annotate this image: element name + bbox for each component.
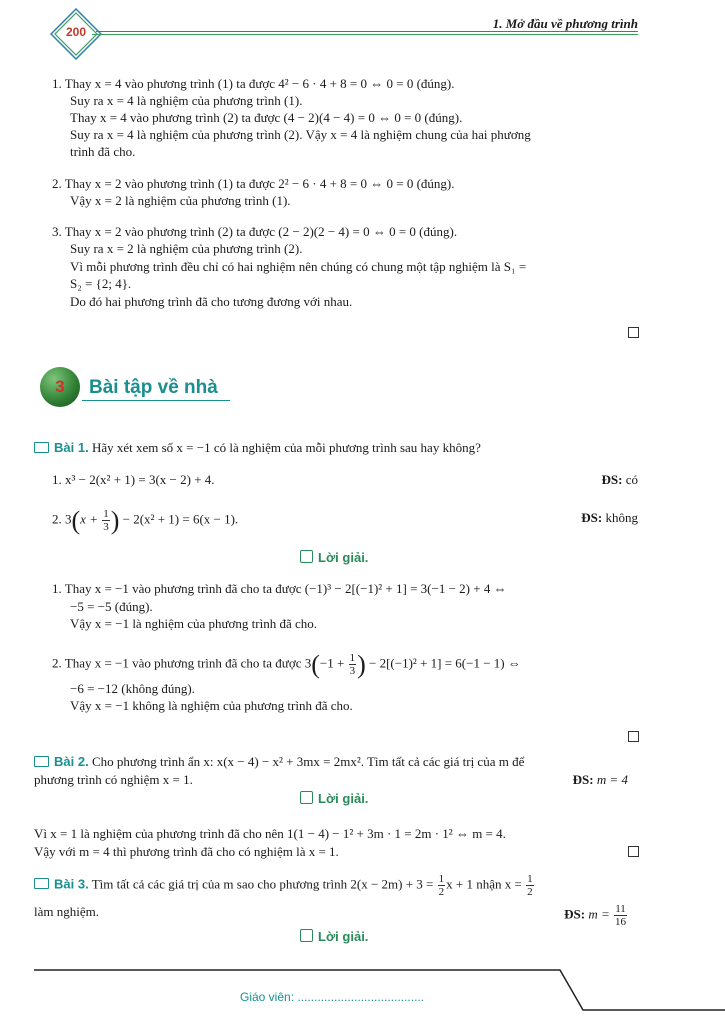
answer: ĐS: m = 4 bbox=[572, 772, 628, 787]
solution-line: Suy ra x = 4 là nghiệm của phương trình (2). Vậy x = 4 là nghiệm chung của hai phương bbox=[70, 127, 531, 142]
exercise-item: 2. 3(x + $\frac{1}{3}$ ) − 2(x² + 1) = 6(x − 1). bbox=[52, 506, 239, 535]
solution-line: Vậy x = 2 là nghiệm của phương trình (1). bbox=[70, 193, 291, 208]
solution-line: 2. Thay x = −1 vào phương trình đã cho ta được 3(−1 + $\frac{1}{3}$ ) − 2[(−1)² + 1] = 6(−1 − 1) ⇔ bbox=[52, 650, 521, 679]
solution-line: Vậy x = −1 không là nghiệm của phương trình đã cho. bbox=[70, 698, 353, 713]
teacher-field: Giáo viên: ...................................... bbox=[240, 990, 425, 1004]
exercise-text: phương trình có nghiệm x = 1. bbox=[34, 772, 193, 787]
exercise-label: Bài 1. bbox=[54, 440, 89, 455]
section-title: Bài tập về nhà bbox=[89, 377, 218, 398]
solution-heading: Lời giải. bbox=[300, 928, 368, 944]
solution-line: 2. Thay x = 2 vào phương trình (1) ta được 2² − 6 · 4 + 8 = 0 ⇔ 0 = 0 (đúng). bbox=[52, 176, 455, 191]
pencil-icon bbox=[300, 791, 313, 804]
solution-line: trình đã cho. bbox=[70, 144, 136, 159]
solution-line: Vì x = 1 là nghiệm của phương trình đã cho nên 1(1 − 4) − 1² + 3m · 1 = 2m · 1² ⇔ m = 4. bbox=[34, 826, 506, 841]
folder-icon bbox=[34, 442, 49, 453]
answer: ĐS: có bbox=[601, 472, 638, 487]
pencil-icon bbox=[300, 550, 313, 563]
solution-line: S₂ = {2; 4}. bbox=[70, 276, 132, 291]
folder-icon bbox=[34, 756, 49, 767]
solution-heading: Lời giải. bbox=[300, 790, 368, 806]
qed-box-icon bbox=[628, 846, 639, 857]
qed-box-icon bbox=[628, 731, 639, 742]
solution-line: −5 = −5 (đúng). bbox=[70, 599, 153, 614]
header-rule-green bbox=[92, 34, 638, 35]
solution-line: 3. Thay x = 2 vào phương trình (2) ta được (2 − 2)(2 − 4) = 0 ⇔ 0 = 0 (đúng). bbox=[52, 224, 458, 239]
solution-line: 1. Thay x = 4 vào phương trình (1) ta được 4² − 6 · 4 + 8 = 0 ⇔ 0 = 0 (đúng). bbox=[52, 76, 455, 91]
exercise-2: Bài 2. Cho phương trình ẩn x: x(x − 4) − x² + 3mx = 2mx². Tìm tất cả các giá trị của m để bbox=[34, 753, 524, 770]
chapter-title: 1. Mở đầu về phương trình bbox=[492, 16, 638, 31]
solution-line: Vì mỗi phương trình đều chỉ có hai nghiệm nên chúng có chung một tập nghiệm là S₁ = bbox=[70, 259, 527, 274]
exercise-item: 1. x³ − 2(x² + 1) = 3(x − 2) + 4. bbox=[52, 472, 215, 487]
section-underline bbox=[82, 400, 230, 401]
solution-line: Suy ra x = 2 là nghiệm của phương trình (2). bbox=[70, 241, 303, 256]
exercise-3: Bài 3. Tìm tất cả các giá trị của m sao cho phương trình 2(x − 2m) + 3 = $\frac{1}{2}$ x + 1 nhận x = $\frac{1}{2}$ bbox=[34, 873, 535, 898]
solution-line: −6 = −12 (không đúng). bbox=[70, 681, 195, 696]
solution-line: Do đó hai phương trình đã cho tương đương với nhau. bbox=[70, 294, 353, 309]
exercise-1 bbox=[34, 439, 481, 456]
solution-heading: Lời giải. bbox=[300, 549, 368, 565]
exercise-text: làm nghiệm. bbox=[34, 904, 99, 919]
solution-line: 1. Thay x = −1 vào phương trình đã cho ta được (−1)³ − 2[(−1)² + 1] = 3(−1 − 2) + 4 ⇔ bbox=[52, 581, 507, 596]
answer: ĐS: m = $\frac{11}{16}$ bbox=[564, 903, 626, 928]
answer: ĐS: không bbox=[581, 510, 638, 525]
exercise-text: Hãy xét xem số x = −1 có là nghiệm của mỗi phương trình sau hay không? bbox=[91, 440, 481, 455]
solution-line: Suy ra x = 4 là nghiệm của phương trình (1). bbox=[70, 93, 303, 108]
page-number: 200 bbox=[65, 25, 87, 39]
section-number: 3 bbox=[55, 377, 65, 396]
solution-line: Vậy x = −1 là nghiệm của phương trình đã cho. bbox=[70, 616, 317, 631]
qed-box-icon bbox=[628, 327, 639, 338]
solution-line: Vậy với m = 4 thì phương trình đã cho có nghiệm là x = 1. bbox=[34, 844, 339, 859]
solution-line: Thay x = 4 vào phương trình (2) ta được (4 − 2)(4 − 4) = 0 ⇔ 0 = 0 (đúng). bbox=[70, 110, 463, 125]
pencil-icon bbox=[300, 929, 313, 942]
folder-icon bbox=[34, 878, 49, 889]
